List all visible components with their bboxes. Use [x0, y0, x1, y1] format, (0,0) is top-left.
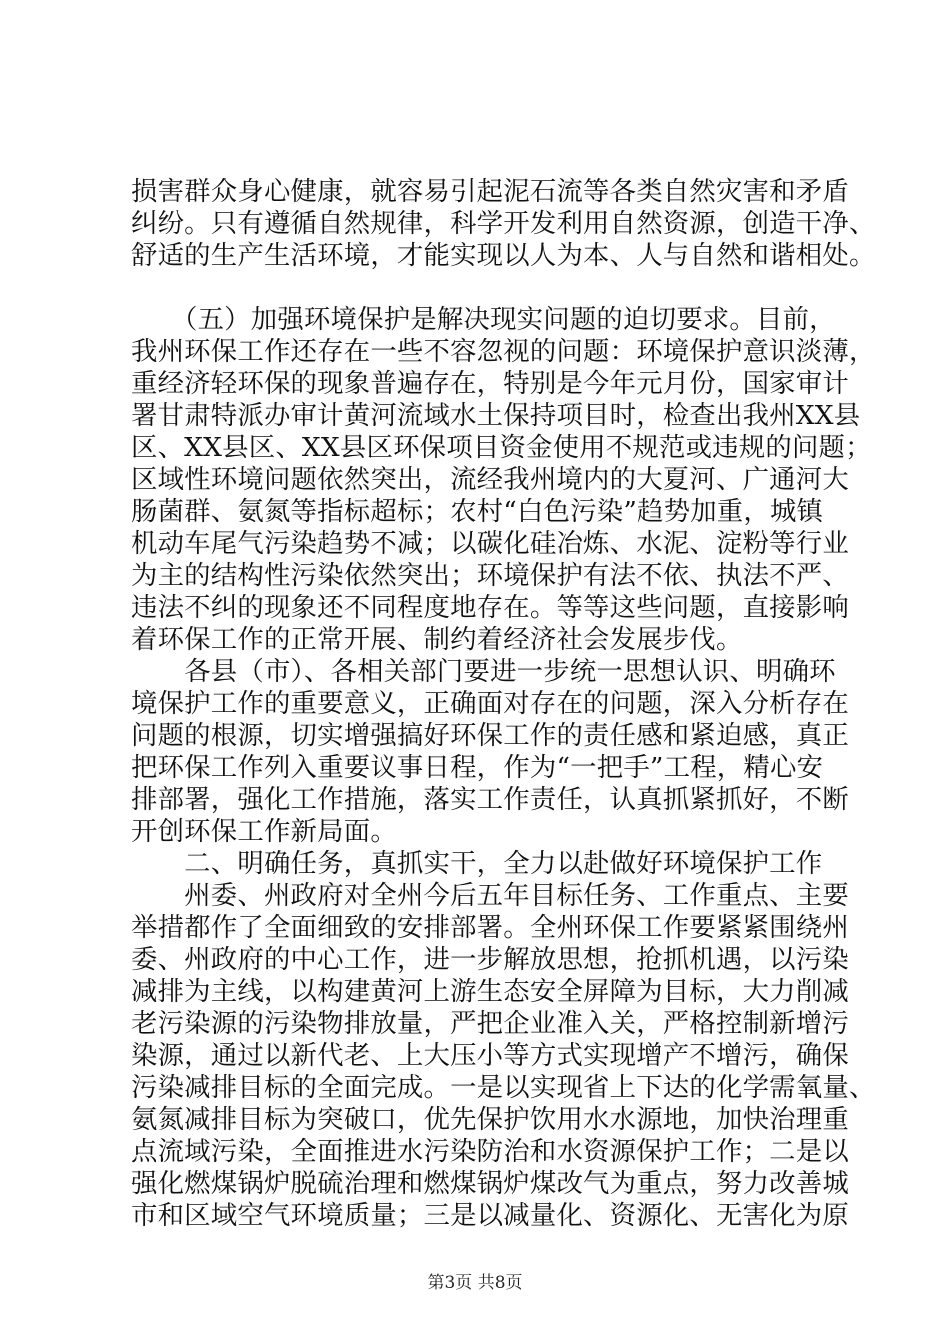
text-line: 各县（市）、各相关部门要进一步统一思想认识、明确环	[131, 656, 836, 687]
text-line: 损害群众身心健康，就容易引起泥石流等各类自然灾害和矛盾	[131, 176, 849, 207]
text-line: 区、XX县区、XX县区环保项目资金使用不规范或违规的问题；	[131, 432, 872, 463]
text-line: 问题的根源，切实增强搞好环保工作的责任感和紧迫感，真正	[131, 720, 849, 751]
text-line: 境保护工作的重要意义，正确面对存在的问题，深入分析存在	[131, 688, 849, 719]
text-line: 委、州政府的中心工作，进一步解放思想，抢抓机遇，以污染	[131, 944, 849, 975]
text-line: 我州环保工作还存在一些不容忽视的问题：环境保护意识淡薄，	[131, 336, 876, 367]
text-line: 把环保工作列入重要议事日程，作为“一把手”工程，精心安	[131, 752, 824, 783]
text-line: 肠菌群、氨氮等指标超标；农村“白色污染”趋势加重，城镇	[131, 496, 824, 527]
text-line: 机动车尾气污染趋势不减；以碳化硅冶炼、水泥、淀粉等行业	[131, 528, 849, 559]
text-line: 重经济轻环保的现象普遍存在，特别是今年元月份，国家审计	[131, 368, 849, 399]
text-line: 纠纷。只有遵循自然规律，科学开发利用自然资源，创造干净、	[131, 208, 876, 239]
text-line: 二、明确任务，真抓实干，全力以赴做好环境保护工作	[131, 848, 823, 879]
text-line: 染源，通过以新代老、上大压小等方式实现增产不增污，确保	[131, 1040, 849, 1071]
text-line: 点流域污染，全面推进水污染防治和水资源保护工作；二是以	[131, 1136, 849, 1167]
text-line: 市和区域空气环境质量；三是以减量化、资源化、无害化为原	[131, 1200, 849, 1231]
text-line: 区域性环境问题依然突出，流经我州境内的大夏河、广通河大	[131, 464, 849, 495]
text-line: 强化燃煤锅炉脱硫治理和燃煤锅炉煤改气为重点，努力改善城	[131, 1168, 849, 1199]
text-line: （五）加强环境保护是解决现实问题的迫切要求。目前，	[131, 304, 836, 335]
text-line: 着环保工作的正常开展、制约着经济社会发展步伐。	[131, 624, 743, 655]
text-line: 污染减排目标的全面完成。一是以实现省上下达的化学需氧量、	[131, 1072, 876, 1103]
text-line: 氨氮减排目标为突破口，优先保护饮用水水源地，加快治理重	[131, 1104, 849, 1135]
page-footer: 第3页 共8页	[427, 1273, 523, 1293]
text-line: 违法不纠的现象还不同程度地存在。等等这些问题，直接影响	[131, 592, 849, 623]
text-line: 署甘肃特派办审计黄河流域水土保持项目时，检查出我州XX县	[131, 400, 861, 431]
text-line: 老污染源的污染物排放量，严把企业准入关，严格控制新增污	[131, 1008, 849, 1039]
text-line: 舒适的生产生活环境，才能实现以人为本、人与自然和谐相处。	[131, 240, 876, 271]
text-line: 举措都作了全面细致的安排部署。全州环保工作要紧紧围绕州	[131, 912, 849, 943]
paragraph-gap	[131, 272, 851, 304]
document-body	[131, 176, 876, 1232]
text-line: 排部署，强化工作措施，落实工作责任，认真抓紧抓好，不断	[131, 784, 849, 815]
text-line: 减排为主线，以构建黄河上游生态安全屏障为目标，大力削减	[131, 976, 849, 1007]
text-line: 开创环保工作新局面。	[131, 816, 397, 847]
text-line: 为主的结构性污染依然突出；环境保护有法不依、执法不严、	[131, 560, 849, 591]
text-line: 州委、州政府对全州今后五年目标任务、工作重点、主要	[131, 880, 849, 911]
